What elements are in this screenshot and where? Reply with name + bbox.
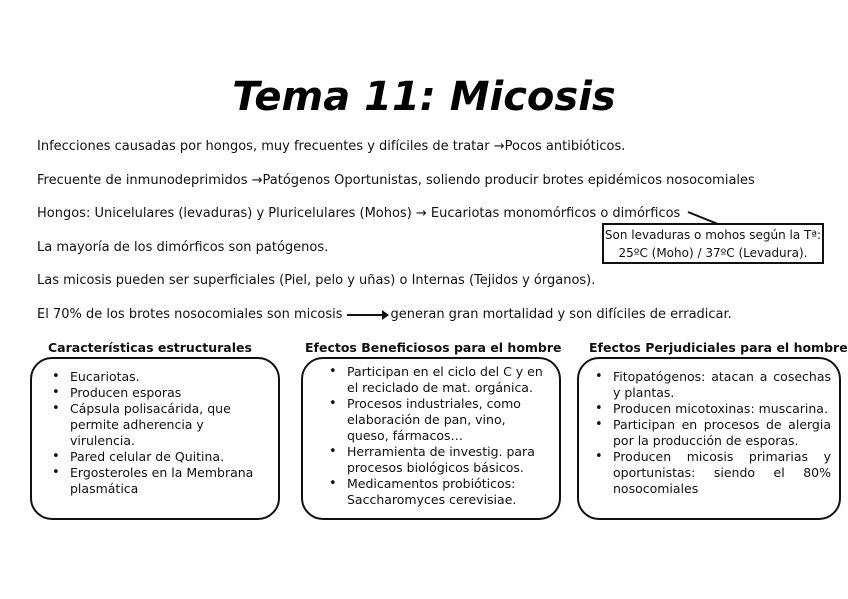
note-line-1: Son levaduras o mohos según la Tª: — [604, 228, 822, 242]
long-arrow-icon — [347, 314, 387, 316]
list-item: • Ergosteroles en la Membrana plasmática — [48, 465, 268, 497]
nosocomial-text-end: generan gran mortalidad y son difíciles de erradicar. — [390, 307, 732, 322]
intro-line-dimorphic: La mayoría de los dimórficos son patógenos. — [37, 240, 329, 255]
intro-line-infections: Infecciones causadas por hongos, muy frecuentes y difíciles de tratar →Pocos antibióticos. — [37, 139, 626, 154]
beneficial-effects-box — [301, 357, 561, 520]
intro-line-nosocomial — [37, 307, 732, 322]
nosocomial-text-start: El 70% de los brotes nosocomiales son micosis — [37, 307, 343, 322]
intro-line-fungi-types: Hongos: Unicelulares (levaduras) y Pluricelulares (Mohos) → Eucariotas monomórficos o dimórficos — [37, 206, 681, 221]
structural-characteristics-list — [32, 359, 278, 497]
structural-characteristics-box — [30, 357, 280, 520]
list-item: • Fitopatógenos: atacan a cosechas y plantas. — [591, 369, 831, 401]
list-item: • Participan en procesos de alergia por la producción de esporas. — [591, 417, 831, 449]
note-line-2: 25ºC (Moho) / 37ºC (Levadura). — [618, 246, 808, 260]
list-item: • Producen micosis primarias y oportunistas: siendo el 80% nosocomiales — [591, 449, 831, 497]
list-item: • Procesos industriales, como elaboración de pan, vino, queso, fármacos… — [325, 396, 551, 444]
harmful-effects-heading: Efectos Perjudiciales para el hombre — [589, 340, 848, 355]
beneficial-effects-list — [303, 359, 559, 508]
harmful-effects-list — [579, 359, 839, 497]
list-item: • Herramienta de investig. para procesos biológicos básicos. — [325, 444, 551, 476]
list-item: • Producen esporas — [48, 385, 268, 401]
list-item: • Participan en el ciclo del C y en el reciclado de mat. orgánica. — [325, 364, 551, 396]
list-item: • Eucariotas. — [48, 369, 268, 385]
beneficial-effects-heading: Efectos Beneficiosos para el hombre — [305, 340, 562, 355]
list-item: • Pared celular de Quitina. — [48, 449, 268, 465]
list-item: • Medicamentos probióticos: Saccharomyces cerevisiae. — [325, 476, 551, 508]
harmful-effects-box — [577, 357, 841, 520]
page-title: Tema 11: Micosis — [232, 74, 616, 120]
structural-characteristics-heading: Características estructurales — [48, 340, 252, 355]
list-item: • Cápsula polisacárida, que permite adherencia y virulencia. — [48, 401, 268, 449]
intro-line-mycosis-types: Las micosis pueden ser superficiales (Piel, pelo y uñas) o Internas (Tejidos y órganos). — [37, 273, 596, 288]
list-item: • Producen micotoxinas: muscarina. — [591, 401, 831, 417]
intro-line-immunocompromised: Frecuente de inmunodeprimidos →Patógenos Oportunistas, soliendo producir brotes epidémicos nosocomiales — [37, 173, 755, 188]
temperature-note-box — [602, 223, 824, 264]
